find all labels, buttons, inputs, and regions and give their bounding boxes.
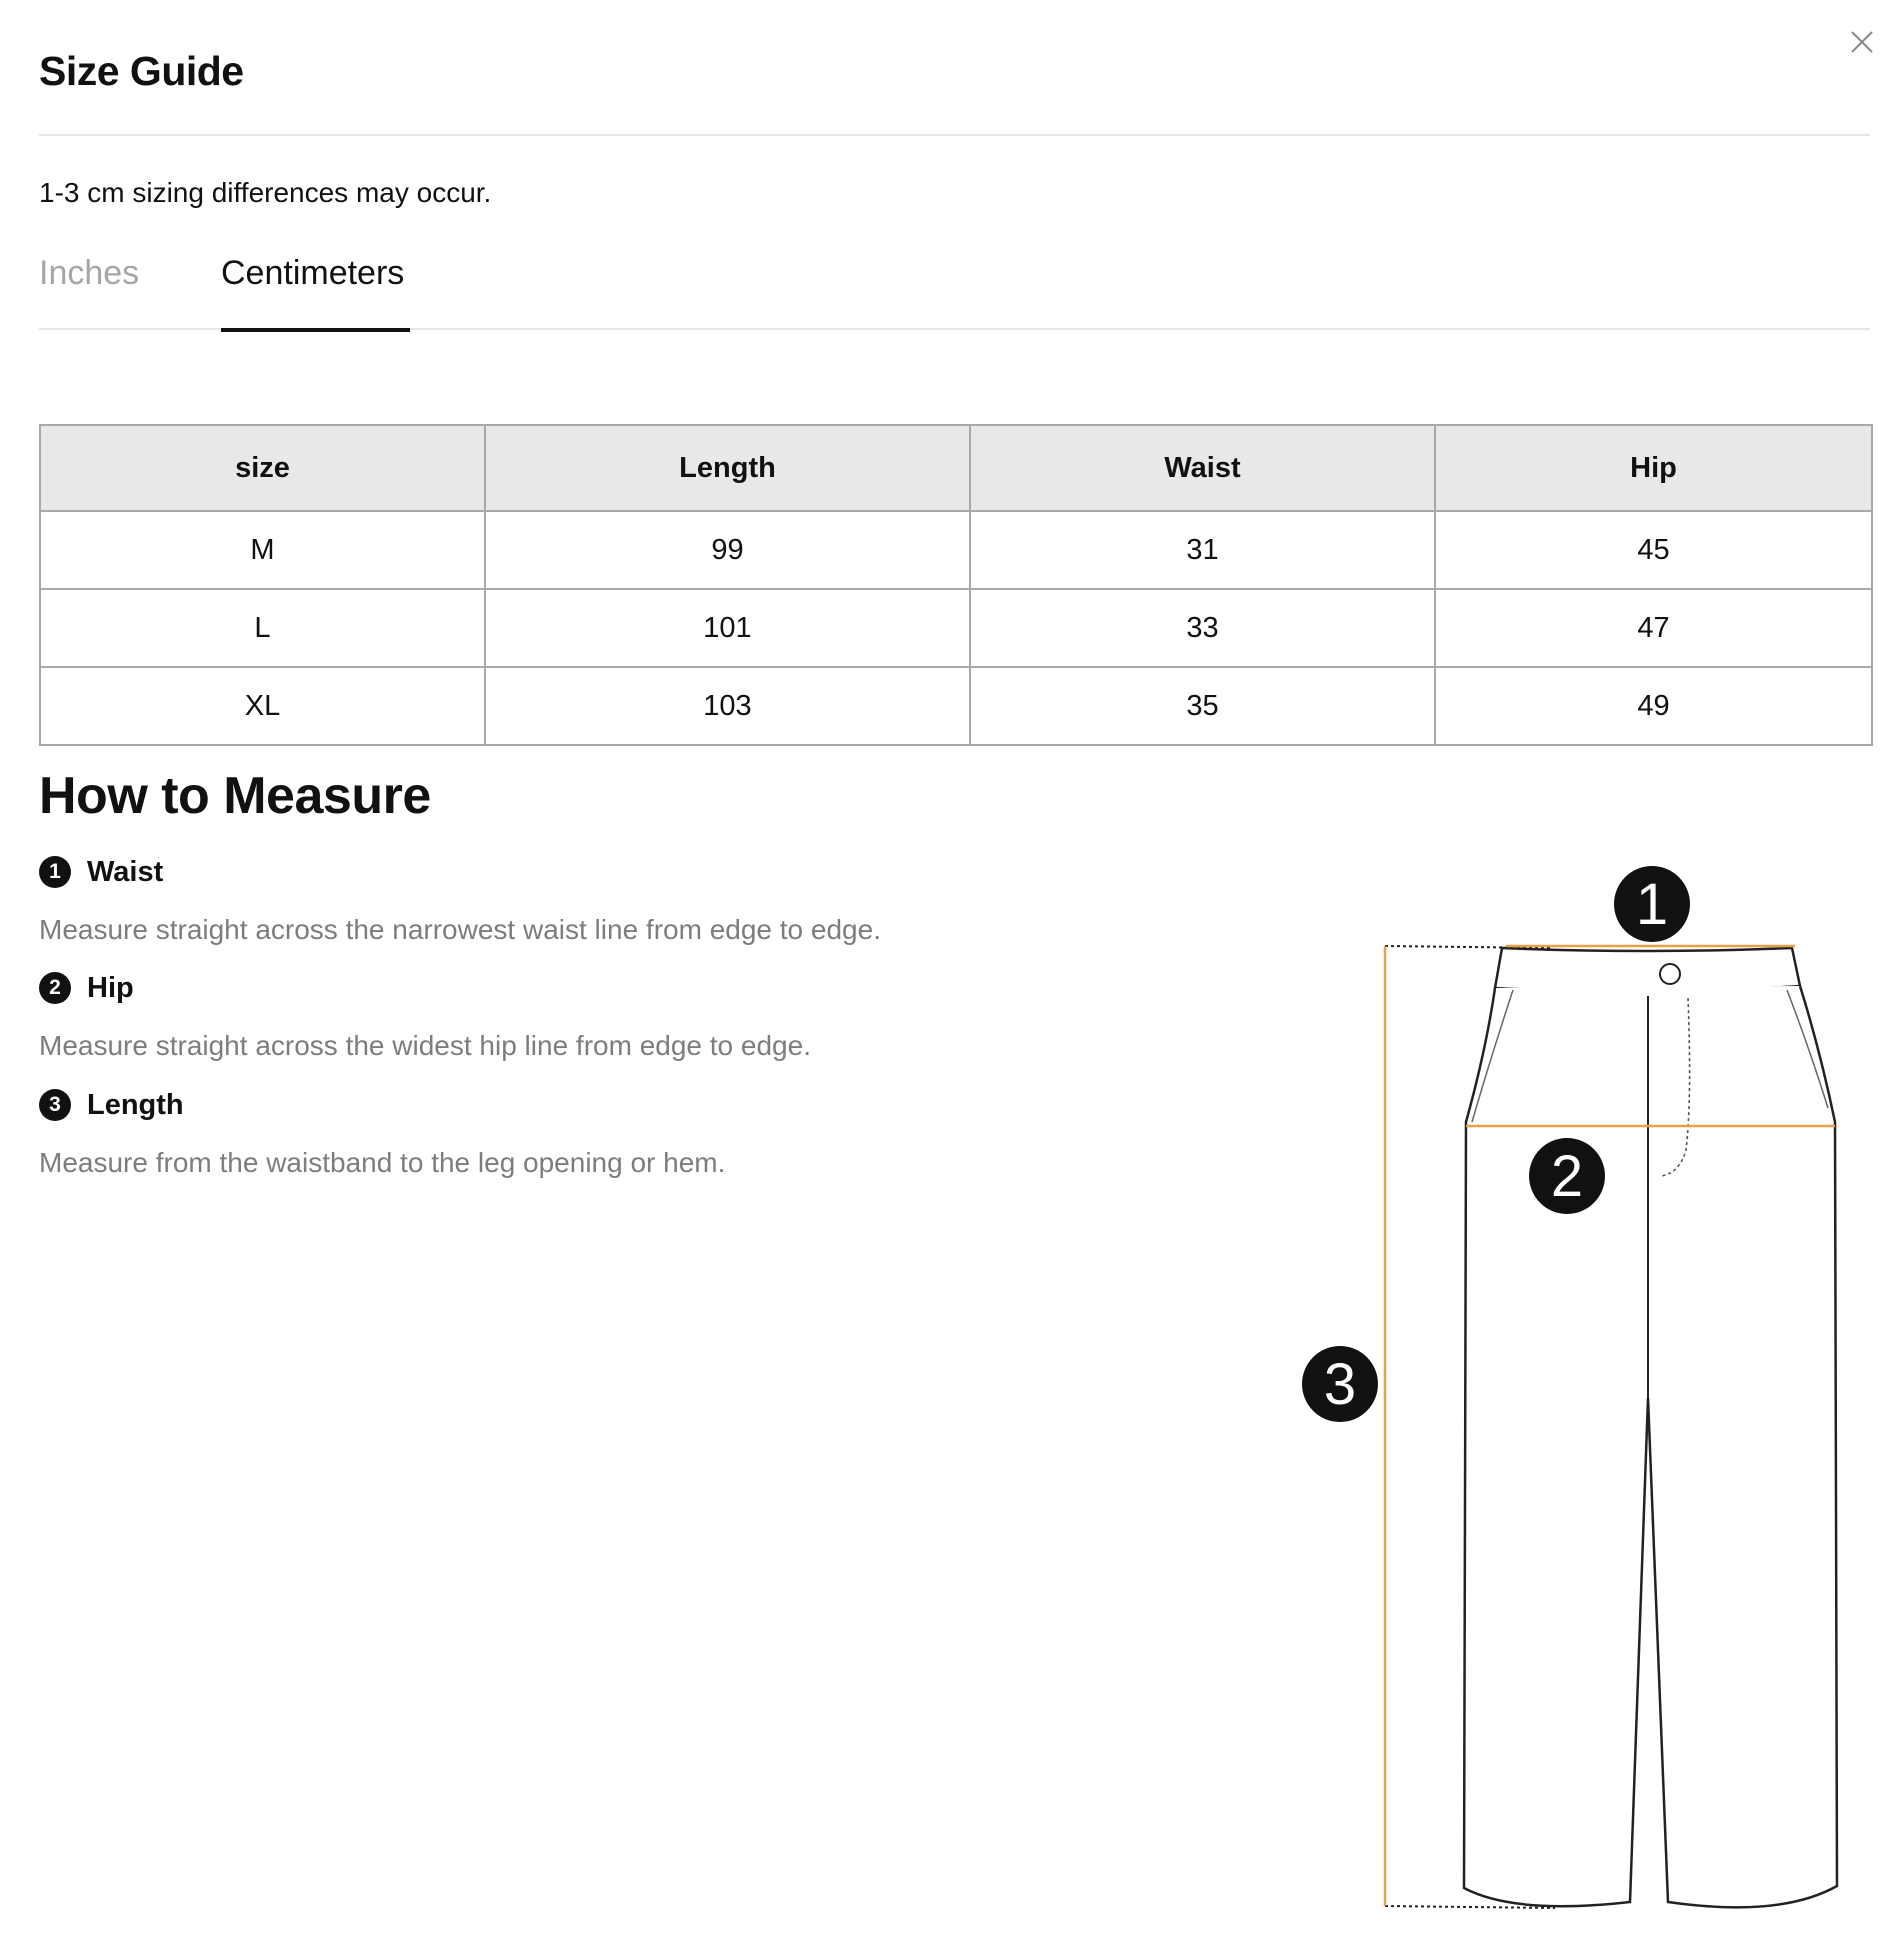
marker-label: 1 <box>1635 872 1669 937</box>
tab-centimeters[interactable]: Centimeters <box>221 254 405 292</box>
measure-item-hip <box>39 968 811 1062</box>
column-header: size <box>40 425 485 511</box>
table-cell: 49 <box>1435 667 1872 745</box>
table-cell: 99 <box>485 511 970 589</box>
measure-item-waist <box>39 852 881 946</box>
active-tab-indicator <box>221 328 410 332</box>
marker-label: 2 <box>1550 1144 1584 1209</box>
unit-tabs <box>39 250 1870 330</box>
header-divider <box>39 134 1870 136</box>
column-header: Hip <box>1435 425 1872 511</box>
table-cell: 47 <box>1435 589 1872 667</box>
table-row <box>40 667 1872 745</box>
dialog-title: Size Guide <box>39 48 244 94</box>
table-header-row <box>40 425 1872 511</box>
table-cell: XL <box>40 667 485 745</box>
column-header: Length <box>485 425 970 511</box>
measure-description: Measure from the waistband to the leg opening or hem. <box>39 1147 726 1178</box>
measure-label: Hip <box>87 971 134 1004</box>
table-cell: 35 <box>970 667 1435 745</box>
pants-measurement-diagram <box>1290 850 1850 1930</box>
size-table <box>39 424 1873 746</box>
table-cell: 103 <box>485 667 970 745</box>
column-header: Waist <box>970 425 1435 511</box>
measure-label: Waist <box>87 855 164 888</box>
table-cell: 45 <box>1435 511 1872 589</box>
how-to-measure-title: How to Measure <box>39 767 431 825</box>
marker-label: 3 <box>1323 1352 1357 1417</box>
table-row <box>40 589 1872 667</box>
table-cell: M <box>40 511 485 589</box>
close-icon <box>1850 30 1874 54</box>
table-row <box>40 511 1872 589</box>
sizing-notice: 1-3 cm sizing differences may occur. <box>39 177 492 208</box>
measure-label: Length <box>87 1088 184 1121</box>
measure-item-length <box>39 1085 725 1179</box>
number-badge: 1 <box>39 856 71 888</box>
number-badge: 2 <box>39 972 71 1004</box>
table-cell: 31 <box>970 511 1435 589</box>
pants-illustration <box>1290 850 1850 1930</box>
close-button[interactable] <box>1842 22 1882 62</box>
table-cell: L <box>40 589 485 667</box>
table-cell: 101 <box>485 589 970 667</box>
measure-description: Measure straight across the narrowest waist line from edge to edge. <box>39 914 881 945</box>
number-badge: 3 <box>39 1089 71 1121</box>
table-cell: 33 <box>970 589 1435 667</box>
measure-description: Measure straight across the widest hip line from edge to edge. <box>39 1030 811 1061</box>
tab-inches[interactable]: Inches <box>39 254 140 292</box>
